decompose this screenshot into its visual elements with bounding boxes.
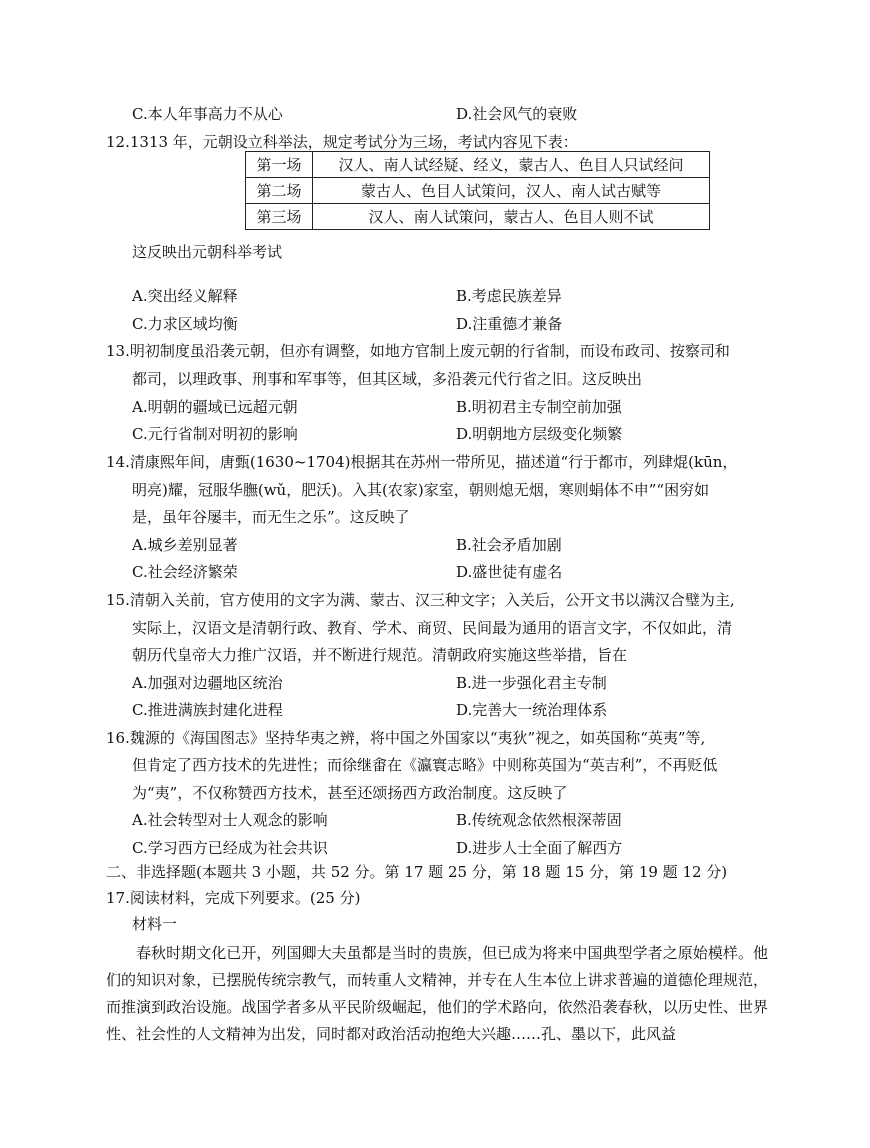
q14-stem-line-3: 是，虽年谷屡丰，而无生之乐”。这反映了 bbox=[132, 508, 410, 526]
q14-option-a: A.城乡差别显著 bbox=[132, 536, 238, 554]
q14-option-b: B.社会矛盾加剧 bbox=[456, 536, 562, 554]
q12-stem: 12.1313 年，元朝设立科举法，规定考试分为三场，考试内容见下表： bbox=[106, 133, 578, 151]
material-title: 材料一 bbox=[132, 915, 178, 933]
q15-option-b: B.进一步强化君主专制 bbox=[456, 674, 607, 692]
q16-stem-line-3: 为“夷”，不仅称赞西方技术，甚至还颂扬西方政治制度。这反映了 bbox=[132, 784, 568, 802]
q11-option-c: C.本人年事高力不从心 bbox=[132, 105, 283, 123]
q15-option-c: C.推进满族封建化进程 bbox=[132, 701, 283, 719]
q14-option-d: D.盛世徒有虚名 bbox=[456, 563, 563, 581]
q16-option-b: B.传统观念依然根深蒂固 bbox=[456, 811, 622, 829]
q14-stem-line-1: 14.清康熙年间，唐甄(1630~1704)根据其在苏州一带所见，描述道“行于都市，列肆焜(kūn， bbox=[106, 453, 738, 471]
q13-option-d: D.明朝地方层级变化频繁 bbox=[456, 425, 623, 443]
q14-option-c: C.社会经济繁荣 bbox=[132, 563, 238, 581]
q16-option-d: D.进步人士全面了解西方 bbox=[456, 839, 623, 857]
q12-option-d: D.注重德才兼备 bbox=[456, 315, 563, 333]
q15-option-a: A.加强对边疆地区统治 bbox=[132, 674, 283, 692]
q13-stem-line-1: 13.明初制度虽沿袭元朝，但亦有调整，如地方官制上废元朝的行省制，而设布政司、按察司和 bbox=[106, 342, 730, 360]
q14-stem-line-2: 明亮)耀，冠服华膴(wǔ，肥沃)。入其(农家)家室，朝则熄无烟，寒则蜎体不申”“困穷如 bbox=[132, 481, 710, 499]
q15-stem-line-1: 15.清朝入关前，官方使用的文字为满、蒙古、汉三种文字；入关后，公开文书以满汉合璧为主, bbox=[106, 591, 735, 609]
q17-stem: 17.阅读材料，完成下列要求。(25 分) bbox=[106, 889, 361, 907]
q13-option-a: A.明朝的疆域已远超元朝 bbox=[132, 398, 298, 416]
exam-table bbox=[245, 151, 710, 230]
q16-option-c: C.学习西方已经成为社会共识 bbox=[132, 839, 328, 857]
q12-option-b: B.考虑民族差异 bbox=[456, 287, 562, 305]
q13-stem-line-2: 都司，以理政事、刑事和军事等，但其区域，多沿袭元代行省之旧。这反映出 bbox=[132, 370, 643, 388]
q13-option-b: B.明初君主专制空前加强 bbox=[456, 398, 622, 416]
q13-option-c: C.元行省制对明初的影响 bbox=[132, 425, 298, 443]
table-row bbox=[246, 152, 710, 178]
q12-option-c: C.力求区域均衡 bbox=[132, 315, 238, 333]
q15-stem-line-2: 实际上，汉语文是清朝行政、教育、学术、商贸、民间最为通用的语言文字，不仅如此，清 bbox=[132, 619, 733, 637]
q15-stem-line-3: 朝历代皇帝大力推广汉语，并不断进行规范。清朝政府实施这些举措，旨在 bbox=[132, 646, 628, 664]
table-row bbox=[246, 178, 710, 204]
table-row bbox=[246, 204, 710, 230]
section-heading: 二、非选择题(本题共 3 小题，共 52 分。第 17 题 25 分，第 18 题 15 分，第 19 题 12 分) bbox=[106, 863, 728, 881]
q11-option-d: D.社会风气的衰败 bbox=[456, 105, 578, 123]
q16-option-a: A.社会转型对士人观念的影响 bbox=[132, 811, 328, 829]
q15-option-d: D.完善大一统治理体系 bbox=[456, 701, 608, 719]
q12-follow: 这反映出元朝科举考试 bbox=[132, 243, 283, 261]
q16-stem-line-1: 16.魏源的《海国图志》坚持华夷之辨，将中国之外国家以“夷狄”视之，如英国称“英夷”等, bbox=[106, 729, 706, 747]
table-cell: 第一场 bbox=[246, 152, 313, 178]
table-cell: 第三场 bbox=[246, 204, 313, 230]
material-paragraph: 春秋时期文化已开，列国卿大夫虽都是当时的贵族，但已成为将来中国典型学者之原始模样。他们的知识对象，已摆脱传统宗教气，而转重人文精神，并专在人生本位上讲求普遍的道德伦理规范，而推演到政治设施。战国学者多从平民阶级崛起，他们的学术路向，依然沿袭春秋，以历史性、世界性、社会性的人文精神为出发，同时都对政治活动抱绝大兴趣……孔、墨以下，此风益 bbox=[106, 944, 768, 1043]
table-cell: 蒙古人、色目人试策问，汉人、南人试古赋等 bbox=[313, 178, 710, 204]
table-cell: 汉人、南人试经疑、经义，蒙古人、色目人只试经问 bbox=[313, 152, 710, 178]
table-cell: 汉人、南人试策问，蒙古人、色目人则不试 bbox=[313, 204, 710, 230]
q12-option-a: A.突出经义解释 bbox=[132, 287, 238, 305]
table-cell: 第二场 bbox=[246, 178, 313, 204]
q16-stem-line-2: 但肯定了西方技术的先进性；而徐继畬在《瀛寰志略》中则称英国为“英吉利”，不再贬低 bbox=[132, 756, 718, 774]
